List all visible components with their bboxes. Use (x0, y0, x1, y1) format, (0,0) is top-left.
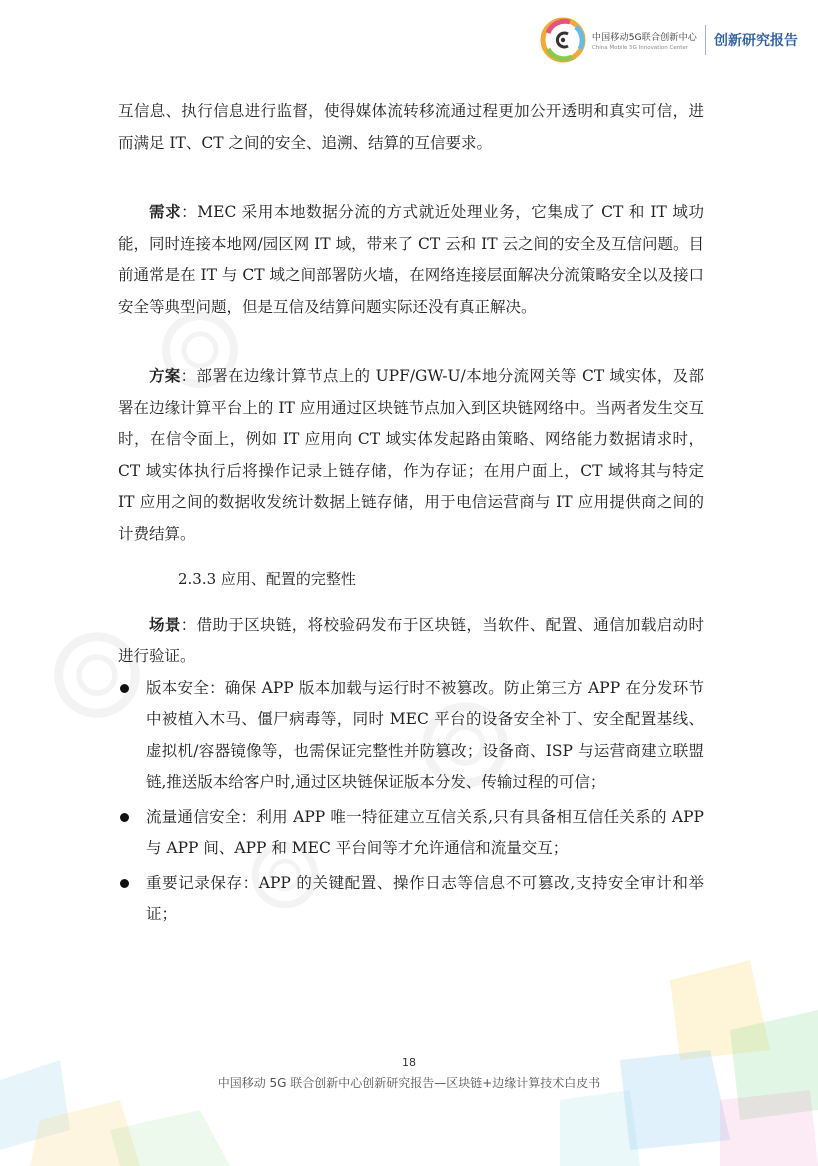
list-item (118, 802, 704, 865)
report-title: 创新研究报告 (714, 33, 798, 49)
plan-label: 方案 (149, 367, 181, 385)
page-footer: 中国移动 5G 联合创新中心创新研究报告—区块链+边缘计算技术白皮书 (217, 1076, 601, 1090)
document-body (118, 96, 704, 934)
list-item-text: 重要记录保存：APP 的关键配置、操作日志等信息不可篡改,支持安全审计和举证； (146, 873, 704, 923)
bullet-dot-icon (120, 684, 129, 693)
list-item-text: 流量通信安全：利用 APP 唯一特征建立互信关系,只有具备相互信任关系的 APP 与 APP 间、APP 和 MEC 平台间等才允许通信和流量交互； (146, 807, 704, 857)
page-header (540, 12, 798, 68)
page-number: 18 (402, 1056, 416, 1069)
scene-text: ：借助于区块链，将校验码发布于区块链，当软件、配置、通信加载启动时进行验证。 (118, 615, 704, 665)
list-item (118, 673, 704, 799)
paragraph-plan (118, 361, 704, 550)
header-divider (705, 25, 706, 55)
org-name-en: China Mobile 5G Innovation Center (591, 44, 689, 51)
section-heading: 2.3.3 应用、配置的完整性 (178, 570, 356, 588)
spacer (118, 159, 704, 197)
paragraph-need (118, 197, 704, 323)
paragraph-scene (118, 610, 704, 673)
list-item-text: 版本安全：确保 APP 版本加载与运行时不被篡改。防止第三方 APP 在分发环节中被植入木马、僵尸病毒等，同时 MEC 平台的设备安全补丁、安全配置基线、虚拟机/容器镜像等，也需保证完整性并防篡改；设备商、ISP 与运营商建立联盟链,推送版本给客户时,通过区块链保证版本分发、传输过程的可信； (146, 678, 704, 791)
need-text: ：MEC 采用本地数据分流的方式就近处理业务，它集成了 CT 和 IT 域功能，同时连接本地网/园区网 IT 域，带来了 CT 云和 IT 云之间的安全及互信问题。目前通常是在 IT 与 CT 域之间部署防火墙，在网络连接层面解决分流策略安全以及接口安全等典型问题，但是互信及结算问题实际还没有真正解决。 (118, 203, 704, 316)
decorative-corner-shapes-right (520, 940, 818, 1166)
list-item (118, 868, 704, 931)
plan-text: ：部署在边缘计算节点上的 UPF/GW-U/本地分流网关等 CT 域实体，及部署在边缘计算平台上的 IT 应用通过区块链节点加入到区块链网络中。当两者发生交互时，在信令面上，例如 IT 应用向 CT 域实体发起路由策略、网络能力数据请求时，CT 域实体执行后将操作记录上链存储，作为存证；在用户面上，CT 域将其与特定 IT 应用之间的数据收发统计数据上链存储，用于电信运营商与 IT 应用提供商之间的计费结算。 (118, 367, 704, 543)
bullet-dot-icon (120, 879, 129, 888)
scene-label: 场景 (149, 615, 181, 634)
spacer (118, 323, 704, 361)
need-label: 需求 (149, 203, 182, 221)
bullet-list (118, 673, 704, 931)
paragraph-continued: 互信息、执行信息进行监督，使得媒体流转移流通过程更加公开透明和真实可信，进而满足 IT、CT 之间的安全、追溯、结算的互信要求。 (118, 102, 704, 152)
org-name-cn: 中国移动5G联合创新中心 (591, 32, 697, 43)
spacer (118, 550, 704, 560)
bullet-dot-icon (120, 813, 129, 822)
logo-text (592, 30, 697, 51)
china-mobile-5g-logo-icon (540, 17, 586, 63)
